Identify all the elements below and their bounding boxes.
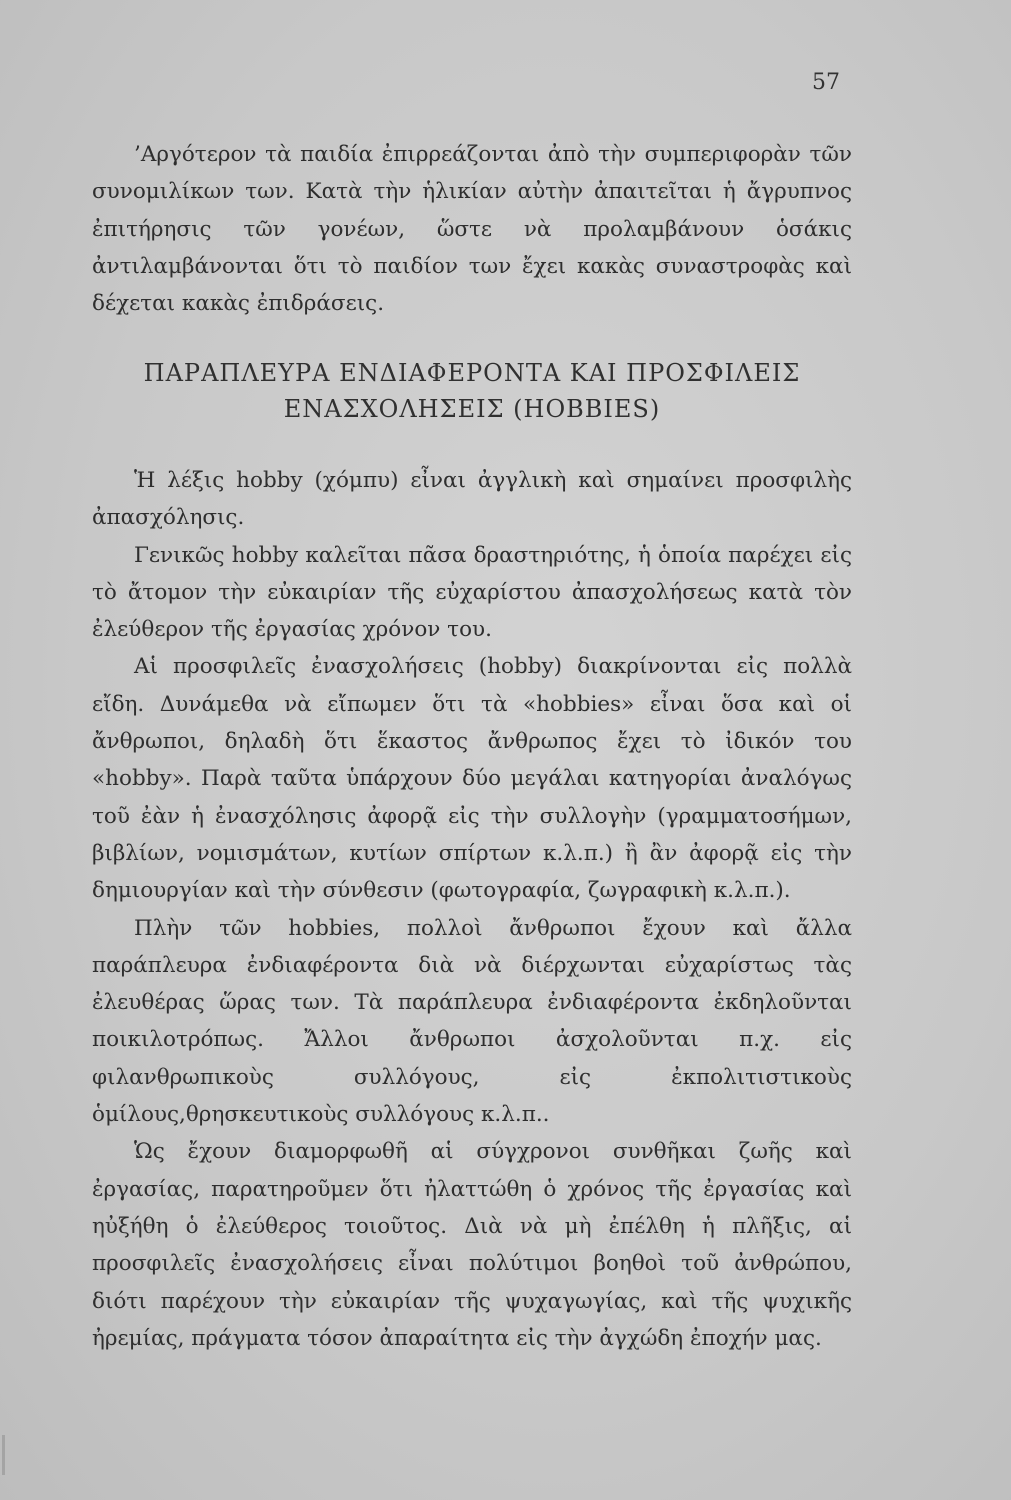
paragraph-general: Γενικῶς hobby καλεῖται πᾶσα δραστηριότης, ἡ ὁποία παρέχει εἰς τὸ ἄτομον τὴν εὐκαιρίαν τῆς εὐχαρίστου ἀπασχολήσεως κατὰ τὸν ἐλεύθερον τῆς ἐργασίας χρόνον του. [92,542,852,643]
paragraph-other-interests: Πλὴν τῶν hobbies, πολλοὶ ἄνθρωποι ἔχουν καὶ ἄλλα παράπλευρα ἐνδιαφέροντα διὰ νὰ διέρχωνται εὐχαρίστως τὰς ἐλευθέρας ὥρας των. Τὰ παράπλευρα ἐνδιαφέροντα ἐκδηλοῦνται ποικιλοτρόπως. Ἄλλοι ἄνθρωποι ἀσχολοῦνται π.χ. εἰς φιλανθρωπικοὺς συλλόγους, εἰς ἐκπολιτιστικοὺς ὁμίλους,θρησκευτικοὺς συλλόγους κ.λ.π.. [92,915,852,1128]
intro-paragraph: ’Αργότερον τὰ παιδία ἐπιρρεάζονται ἀπὸ τὴν συμπεριφορὰν τῶν συνομιλίκων των. Κατὰ τὴν ἡλικίαν αὐτὴν ἀπαιτεῖται ἡ ἄγρυπνος ἐπιτήρησις τῶν γονέων, ὥστε νὰ προλαμβάνουν ὁσάκις ἀντιλαμβάνονται ὅτι τὸ παιδίον των ἔχει κακὰς συναστροφὰς καὶ δέχεται κακὰς ἐπιδράσεις. [92,142,852,317]
scan-margin-mark [2,1435,5,1475]
intro-text-block [92,136,852,322]
section-heading [92,355,852,427]
paragraph-categories: Αἱ προσφιλεῖς ἐνασχολήσεις (hobby) διακρίνονται εἰς πολλὰ εἴδη. Δυνάμεθα νὰ εἴπωμεν ὅτι τὰ «hobbies» εἶναι ὅσα καὶ οἱ ἄνθρωποι, δηλαδὴ ὅτι ἕκαστος ἄνθρωπος ἔχει τὸ ἰδικόν του «hobby». Παρὰ ταῦτα ὑπάρχουν δύο μεγάλαι κατηγορίαι ἀναλόγως τοῦ ἐὰν ἡ ἐνασχόλησις ἀφορᾷ εἰς τὴν συλλογὴν (γραμματοσήμων, βιβλίων, νομισμάτων, κυτίων σπίρτων κ.λ.π.) ἢ ἂν ἀφορᾷ εἰς τὴν δημιουργίαν καὶ τὴν σύνθεσιν (φωτογραφία, ζωγραφικὴ κ.λ.π.). [92,654,852,904]
paragraph-definition: Ἡ λέξις hobby (χόμπυ) εἶναι ἀγγλικὴ καὶ σημαίνει προσφιλὴς ἀπασχόλησις. [92,468,852,531]
paragraph-modern-conditions: Ὡς ἔχουν διαμορφωθῆ αἱ σύγχρονοι συνθῆκαι ζωῆς καὶ ἐργασίας, παρατηροῦμεν ὅτι ἠλαττώθη ὁ χρόνος τῆς ἐργασίας καὶ ηὐξήθη ὁ ἐλεύθερος τοιοῦτος. Διὰ νὰ μὴ ἐπέλθη ἡ πλῆξις, αἱ προσφιλεῖς ἐνασχολήσεις εἶναι πολύτιμοι βοηθοὶ τοῦ ἀνθρώπου, διότι παρέχουν τὴν εὐκαιρίαν τῆς ψυχαγωγίας, καὶ τῆς ψυχικῆς ἠρεμίας, πράγματα τόσον ἀπαραίτητα εἰς τὴν ἀγχώδη ἐποχήν μας. [92,1139,852,1351]
page-number: 57 [812,70,840,95]
section-heading-line-2: ΕΝΑΣΧΟΛΗΣΕΙΣ (HOBBIES) [283,395,661,423]
section-body [92,462,852,1357]
section-heading-line-1: ΠΑΡΑΠΛΕΥΡΑ ΕΝΔΙΑΦΕΡΟΝΤΑ ΚΑΙ ΠΡΟΣΦΙΛΕΙΣ [143,359,801,387]
